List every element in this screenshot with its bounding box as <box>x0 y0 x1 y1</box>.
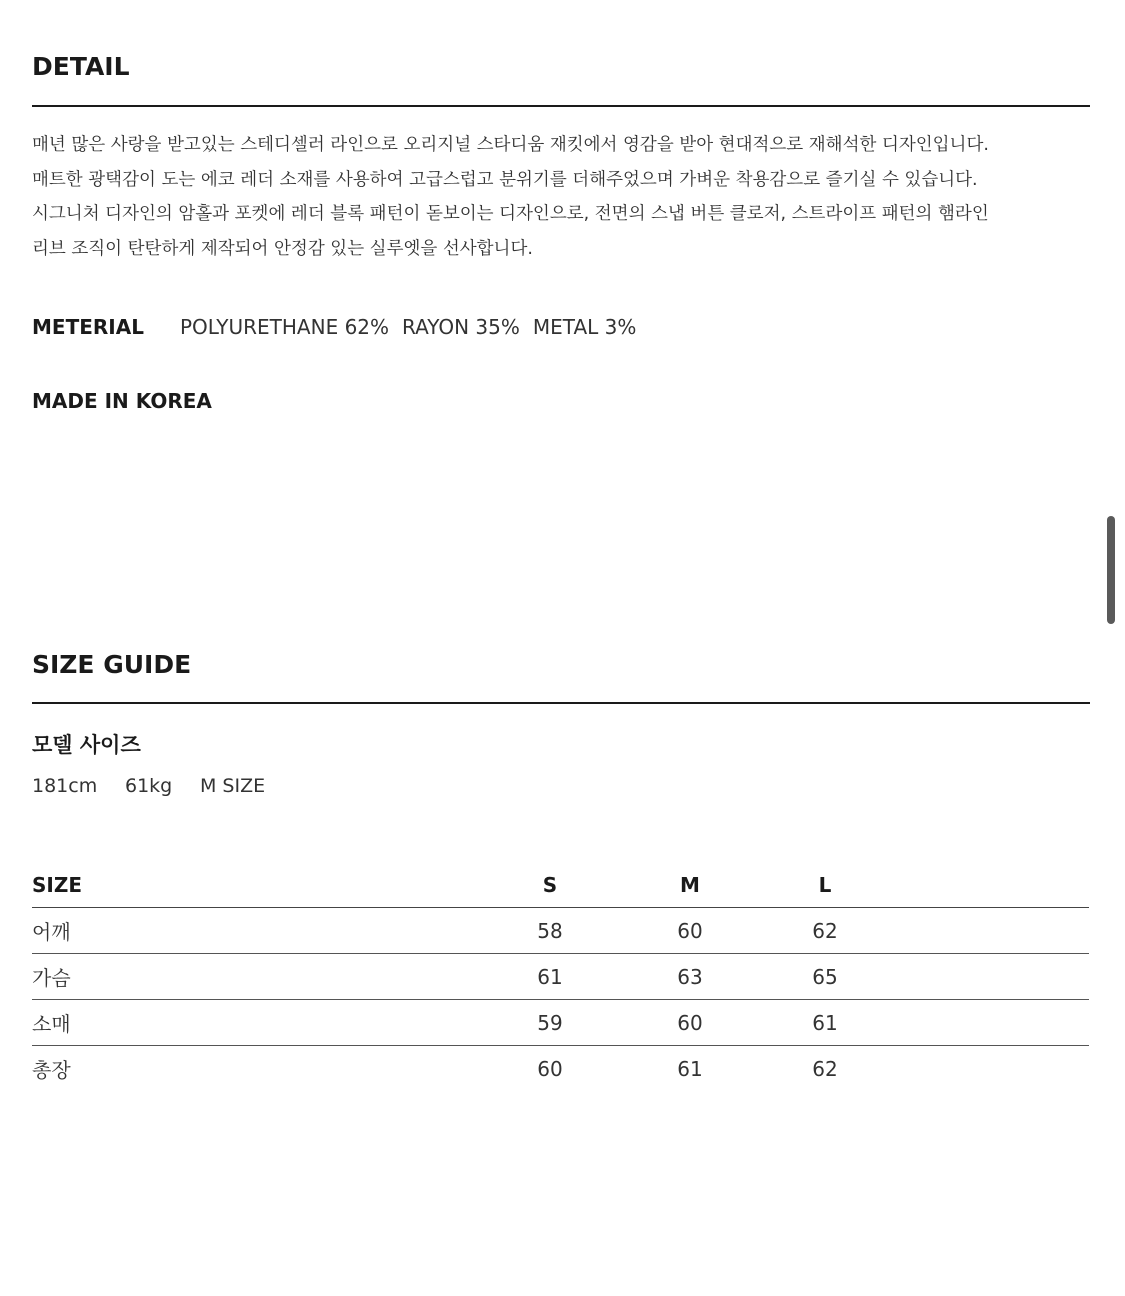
table-row <box>32 1000 1089 1046</box>
row-label: 소매 <box>32 1012 71 1036</box>
material-item: RAYON 35% <box>402 315 520 339</box>
material-item: METAL 3% <box>532 315 637 339</box>
model-stats <box>32 775 265 797</box>
size-header-l: L <box>818 872 832 897</box>
row-value-l: 65 <box>812 964 838 989</box>
row-value-s: 59 <box>537 1010 563 1035</box>
detail-description-line: 매트한 광택감이 도는 에코 레더 소재를 사용하여 고급스럽고 분위기를 더해주었으며 가벼운 착용감으로 즐기실 수 있습니다. <box>32 169 978 190</box>
table-row <box>32 908 1089 954</box>
table-row <box>32 1046 1089 1091</box>
row-value-m: 63 <box>677 964 703 989</box>
model-weight: 61kg <box>125 775 173 797</box>
row-value-s: 60 <box>537 1056 563 1081</box>
row-value-l: 61 <box>812 1010 838 1035</box>
row-value-s: 61 <box>537 964 563 989</box>
size-header-s: S <box>542 872 558 897</box>
detail-description-line: 시그니처 디자인의 암홀과 포켓에 레더 블록 패턴이 돋보이는 디자인으로, 전면의 스냅 버튼 클로저, 스트라이프 패턴의 햄라인 <box>32 204 989 224</box>
size-guide-title: SIZE GUIDE <box>32 650 192 679</box>
detail-divider <box>32 105 1090 107</box>
row-value-l: 62 <box>812 1056 838 1081</box>
size-guide-divider <box>32 702 1090 704</box>
row-value-s: 58 <box>537 918 563 943</box>
detail-description-line: 리브 조직이 탄탄하게 제작되어 안정감 있는 실루엣을 선사합니다. <box>32 238 533 259</box>
row-label: 어깨 <box>32 920 71 944</box>
model-size-title: 모델 사이즈 <box>32 733 141 757</box>
model-height: 181cm <box>32 775 98 797</box>
row-label: 가슴 <box>32 966 71 990</box>
detail-title: DETAIL <box>32 52 130 81</box>
size-table <box>32 862 1089 1091</box>
scrollbar-thumb[interactable] <box>1107 516 1115 624</box>
material-row <box>32 312 649 342</box>
row-value-l: 62 <box>812 918 838 943</box>
row-value-m: 60 <box>677 1010 703 1035</box>
size-header-m: M <box>680 872 700 897</box>
table-row <box>32 954 1089 1000</box>
row-label: 총장 <box>32 1058 71 1082</box>
row-value-m: 60 <box>677 918 703 943</box>
material-label: METERIAL <box>32 315 144 339</box>
model-size: M SIZE <box>200 775 266 797</box>
row-value-m: 61 <box>677 1056 703 1081</box>
origin-label: MADE IN KOREA <box>32 389 212 413</box>
size-table-header <box>32 862 1089 908</box>
detail-description <box>32 128 1092 266</box>
detail-description-line: 매년 많은 사랑을 받고있는 스테디셀러 라인으로 오리지널 스타디움 재킷에서 영감을 받아 현대적으로 재해석한 디자인입니다. <box>32 135 989 155</box>
material-item: POLYURETHANE 62% <box>180 315 390 339</box>
size-header-label: SIZE <box>32 872 83 897</box>
